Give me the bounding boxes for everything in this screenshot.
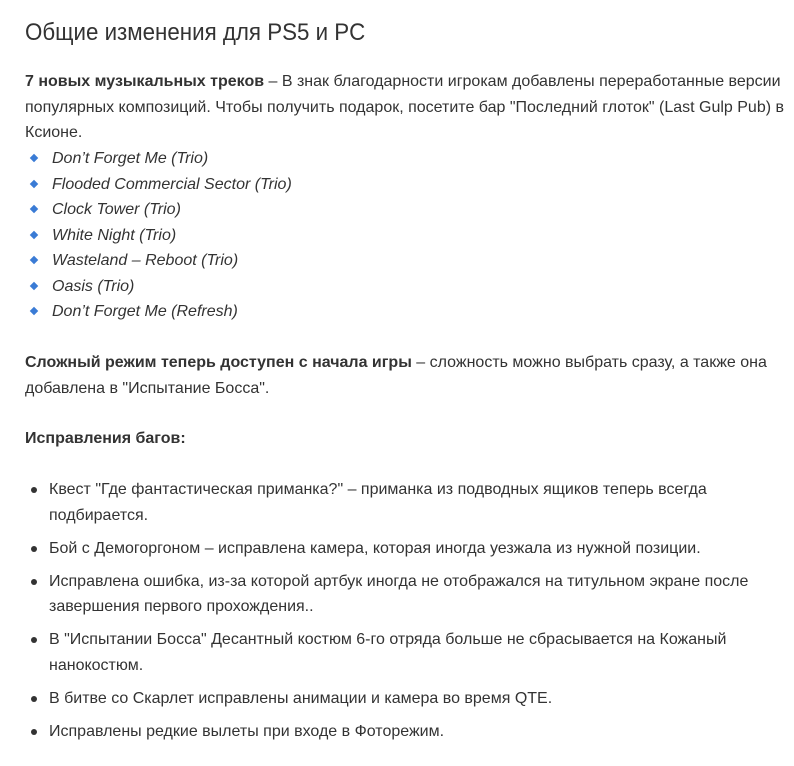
track-item: Clock Tower (Trio) (25, 197, 292, 223)
music-heading: 7 новых музыкальных треков (25, 73, 265, 90)
track-item: Wasteland – Reboot (Trio) (25, 248, 292, 274)
bullet-icon (31, 579, 37, 585)
bullet-icon (31, 696, 37, 702)
track-item: Don’t Forget Me (Refresh) (25, 299, 292, 325)
hard-mode-heading: Сложный режим теперь доступен с начала игры (25, 354, 412, 371)
bugfix-item: Исправлены редкие вылеты при входе в Фоторежим. (25, 719, 785, 745)
bugfix-item: В "Испытании Босса" Десантный костюм 6-го отряда больше не сбрасывается на Кожаный нанокостюм. (25, 627, 785, 678)
track-item: Don’t Forget Me (Trio) (25, 146, 292, 172)
diamond-bullet-icon (30, 154, 38, 162)
music-text: – В знак благодарности игрокам добавлены переработанные версии популярных композиций. Чтобы получить подарок, посетите бар "Последний глоток" (Last Gulp Pub) в Ксионе. (25, 73, 784, 141)
bullet-icon (31, 637, 37, 643)
bullet-icon (31, 729, 37, 735)
track-item: Oasis (Trio) (25, 274, 292, 300)
bugfix-item: Исправлена ошибка, из-за которой артбук иногда не отображался на титульном экране после завершения первого прохождения.. (25, 569, 785, 620)
bugfixes-paragraph (25, 426, 785, 452)
track-list (25, 146, 292, 325)
track-item: Flooded Commercial Sector (Trio) (25, 172, 292, 198)
bullet-icon (31, 546, 37, 552)
diamond-bullet-icon (30, 256, 38, 264)
diamond-bullet-icon (30, 281, 38, 289)
bugfix-item: Квест "Где фантастическая приманка?" – приманка из подводных ящиков теперь всегда подбирается. (25, 477, 785, 528)
hard-mode-text: – сложность можно выбрать сразу, а также она добавлена в "Испытание Босса". (25, 354, 767, 397)
diamond-bullet-icon (30, 307, 38, 315)
track-item: White Night (Trio) (25, 223, 292, 249)
diamond-bullet-icon (30, 179, 38, 187)
diamond-bullet-icon (30, 205, 38, 213)
bugfix-list (25, 477, 785, 752)
bugfix-item: Бой с Демогоргоном – исправлена камера, которая иногда уезжала из нужной позиции. (25, 536, 785, 562)
hard-mode-paragraph (25, 350, 785, 401)
diamond-bullet-icon (30, 230, 38, 238)
bullet-icon (31, 487, 37, 493)
bugfix-item: В битве со Скарлет исправлены анимации и камера во время QTE. (25, 686, 785, 712)
section-title: Общие изменения для PS5 и PC (25, 19, 366, 46)
bugfixes-heading: Исправления багов: (25, 430, 186, 447)
music-paragraph (25, 69, 785, 146)
